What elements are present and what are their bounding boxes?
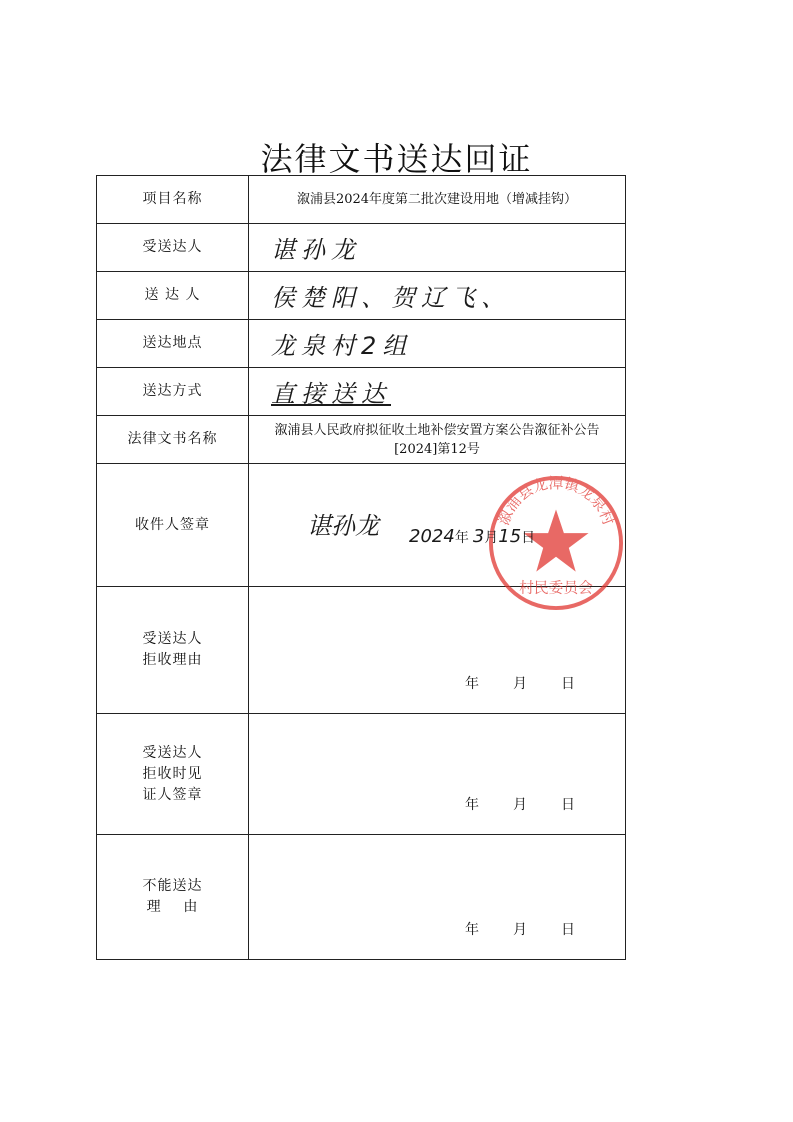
- refusal-label-line2: 拒收理由: [142, 652, 203, 668]
- place-handwritten: 龙泉村2组: [271, 332, 413, 360]
- method-handwritten: 直接送达: [271, 380, 391, 408]
- undeliverable-label-line2: 理 由: [146, 899, 199, 915]
- row-method: [97, 368, 626, 416]
- day-unit: 日: [521, 530, 536, 546]
- row-witness: [97, 714, 626, 835]
- undeliverable-date: [465, 919, 575, 939]
- recipient-signature: 谌孙龙: [307, 512, 379, 540]
- year-char: 年: [465, 922, 479, 938]
- witness-date: [465, 794, 575, 814]
- document-name-line2: [2024]第12号: [394, 441, 480, 457]
- signing-day: 15: [498, 526, 522, 547]
- undeliverable-label: [97, 835, 249, 960]
- witness-label-line3: 证人签章: [142, 786, 203, 803]
- recipient-cell: [249, 224, 626, 272]
- method-label: 送达方式: [97, 368, 249, 416]
- row-document: [97, 416, 626, 464]
- refusal-label-line1: 受送达人: [142, 631, 203, 647]
- server-label: 送 达 人: [97, 272, 249, 320]
- recipient-label: 受送达人: [97, 224, 249, 272]
- refusal-reason-cell: [249, 587, 626, 714]
- server-handwritten: 侯楚阳、贺辽飞、: [271, 284, 511, 312]
- witness-cell: [249, 714, 626, 835]
- signing-date: [409, 526, 535, 547]
- document-name-label: 法律文书名称: [97, 416, 249, 464]
- place-label: 送达地点: [97, 320, 249, 368]
- signing-year: 2024: [409, 526, 455, 547]
- undeliverable-cell: [249, 835, 626, 960]
- row-project: [97, 176, 626, 224]
- row-recipient: [97, 224, 626, 272]
- project-name-value: 溆浦县2024年度第二批次建设用地（增减挂钩）: [249, 176, 626, 224]
- signature-label: 收件人签章: [97, 464, 249, 587]
- document-name-line1: 溆浦县人民政府拟征收土地补偿安置方案公告溆征补公告: [274, 422, 600, 438]
- svg-text:村民委员会: 村民委员会: [519, 579, 593, 597]
- year-char: 年: [465, 676, 479, 692]
- signing-month: 3: [472, 526, 485, 547]
- day-char: 日: [561, 676, 575, 692]
- undeliverable-label-line1: 不能送达: [142, 878, 203, 894]
- month-char: 月: [513, 922, 527, 938]
- signature-cell: [249, 464, 626, 597]
- row-refusal: [97, 587, 626, 714]
- witness-label-line2: 拒收时见: [142, 765, 203, 782]
- refusal-date: [465, 673, 575, 693]
- project-name-label: 项目名称: [97, 176, 249, 224]
- method-cell: [249, 368, 626, 416]
- witness-label-line1: 受送达人: [142, 744, 203, 761]
- server-cell: [249, 272, 626, 320]
- month-char: 月: [513, 676, 527, 692]
- row-place: [97, 320, 626, 368]
- year-unit: 年: [454, 530, 469, 546]
- place-cell: [249, 320, 626, 368]
- row-undeliverable: [97, 835, 626, 960]
- day-char: 日: [561, 797, 575, 813]
- row-server: [97, 272, 626, 320]
- row-signature: [97, 464, 626, 587]
- document-name-cell: [249, 416, 626, 464]
- recipient-handwritten: 谌孙龙: [271, 236, 361, 264]
- month-char: 月: [513, 797, 527, 813]
- refusal-reason-label: [97, 587, 249, 714]
- year-char: 年: [465, 797, 479, 813]
- document-title: 法律文书送达回证: [260, 140, 533, 178]
- delivery-receipt-table: [96, 175, 626, 960]
- witness-label: [97, 714, 249, 835]
- day-char: 日: [561, 922, 575, 938]
- svg-text:溆浦县龙潭镇龙泉村: 溆浦县龙潭镇龙泉村: [495, 474, 617, 528]
- month-unit: 月: [484, 530, 499, 546]
